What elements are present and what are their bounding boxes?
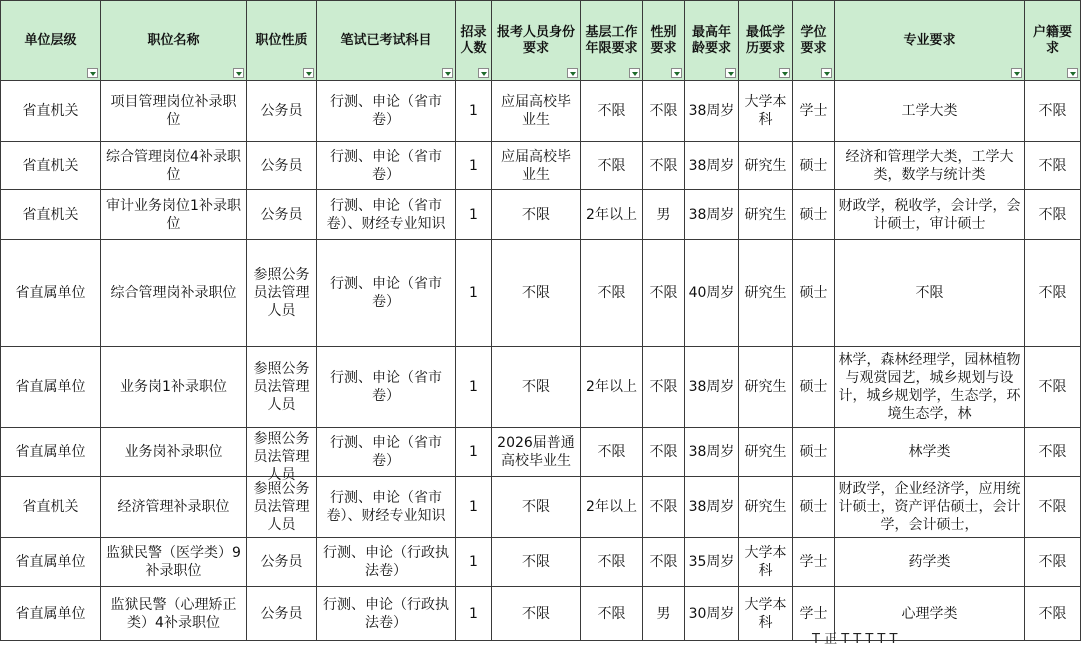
cell-text: 不限 bbox=[1038, 379, 1067, 395]
exam-subjects-cell[interactable] bbox=[317, 347, 456, 428]
gender-cell[interactable] bbox=[643, 428, 685, 477]
header-applicant-identity bbox=[492, 1, 581, 81]
grassroots-years-cell[interactable] bbox=[581, 587, 643, 641]
gender-cell[interactable] bbox=[643, 190, 685, 240]
cell-text: 不限 bbox=[649, 379, 678, 395]
header-degree bbox=[793, 1, 835, 81]
header-label: 单位层级 bbox=[24, 32, 77, 48]
header-label: 学位要求 bbox=[800, 24, 827, 56]
cell-text: 38周岁 bbox=[688, 444, 735, 460]
cell-text: 公务员 bbox=[260, 103, 303, 119]
cell-text: 药学类 bbox=[908, 554, 951, 570]
table-row bbox=[1, 538, 1081, 587]
cell-text: 1 bbox=[469, 206, 478, 223]
cell-text: 行测、申论（省市卷）、财经专业知识 bbox=[326, 197, 446, 232]
table-row bbox=[1, 142, 1081, 190]
header-position-name bbox=[101, 1, 247, 81]
filter-dropdown-icon[interactable] bbox=[671, 68, 682, 78]
exam-subjects-cell[interactable] bbox=[317, 240, 456, 347]
header-label: 性别要求 bbox=[650, 24, 677, 56]
recruit-count-cell[interactable] bbox=[456, 142, 492, 190]
applicant-identity-cell[interactable] bbox=[492, 477, 581, 538]
applicant-identity-cell[interactable] bbox=[492, 347, 581, 428]
cell-text: 省直属单位 bbox=[15, 379, 86, 395]
major-cell[interactable] bbox=[835, 190, 1025, 240]
degree-cell[interactable] bbox=[793, 190, 835, 240]
cell-text: 省直机关 bbox=[22, 499, 79, 515]
cell-text: 学士 bbox=[799, 554, 828, 570]
max-age-cell[interactable] bbox=[685, 587, 739, 641]
household-cell[interactable] bbox=[1025, 240, 1081, 347]
position-nature-cell[interactable] bbox=[247, 81, 317, 142]
filter-dropdown-icon[interactable] bbox=[87, 68, 98, 78]
cell-text: 学士 bbox=[799, 605, 828, 622]
cell-text: 业务岗1补录职位 bbox=[120, 379, 227, 395]
cell-text: 男 bbox=[656, 206, 671, 223]
header-label: 报考人员身份要求 bbox=[496, 24, 575, 56]
major-cell[interactable] bbox=[835, 477, 1025, 538]
cell-text: 硕士 bbox=[799, 379, 828, 395]
recruit-count-cell[interactable] bbox=[456, 428, 492, 477]
degree-cell[interactable] bbox=[793, 81, 835, 142]
filter-dropdown-icon[interactable] bbox=[303, 68, 314, 78]
cell-text: 公务员 bbox=[260, 554, 303, 570]
cell-text: 2年以上 bbox=[586, 206, 637, 223]
applicant-identity-cell[interactable] bbox=[492, 428, 581, 477]
applicant-identity-cell[interactable] bbox=[492, 538, 581, 587]
cell-text: 不限 bbox=[649, 444, 678, 460]
cell-text: 不限 bbox=[1038, 285, 1067, 301]
max-age-cell[interactable] bbox=[685, 477, 739, 538]
household-cell[interactable] bbox=[1025, 190, 1081, 240]
position-name-cell[interactable] bbox=[101, 428, 247, 477]
cell-text: 不限 bbox=[1038, 206, 1067, 223]
header-label: 最低学历要求 bbox=[745, 24, 785, 56]
cell-text: 财政学，企业经济学，应用统计硕士，资产评估硕士，会计学，会计硕士， bbox=[838, 481, 1021, 533]
cell-text: 研究生 bbox=[744, 444, 787, 460]
cell-text: 硕士 bbox=[799, 499, 828, 515]
cell-text: 省直属单位 bbox=[15, 605, 86, 622]
position-name-cell[interactable] bbox=[101, 81, 247, 142]
major-cell[interactable] bbox=[835, 428, 1025, 477]
cell-text: 38周岁 bbox=[688, 379, 735, 395]
cell-text: 不限 bbox=[597, 157, 626, 174]
table-row bbox=[1, 190, 1081, 240]
cell-text: 不限 bbox=[522, 379, 550, 395]
cell-text: 综合管理岗补录职位 bbox=[110, 285, 237, 301]
cell-text: 不限 bbox=[649, 103, 678, 119]
cell-text: 35周岁 bbox=[688, 554, 735, 570]
cell-text: 监狱民警（心理矫正类）4补录职位 bbox=[110, 596, 237, 631]
cell-text: 不限 bbox=[522, 499, 550, 515]
cell-text: 公务员 bbox=[260, 206, 303, 223]
cell-text: 不限 bbox=[597, 285, 626, 301]
grassroots-years-cell[interactable] bbox=[581, 477, 643, 538]
gender-cell[interactable] bbox=[643, 81, 685, 142]
exam-subjects-cell[interactable] bbox=[317, 81, 456, 142]
table-row bbox=[1, 347, 1081, 428]
cell-text: 应届高校毕业生 bbox=[501, 94, 571, 128]
cell-text: 行测、申论（省市卷） bbox=[330, 148, 442, 183]
exam-subjects-cell[interactable] bbox=[317, 190, 456, 240]
major-cell[interactable] bbox=[835, 81, 1025, 142]
cell-text: 大学本科 bbox=[744, 94, 787, 128]
cell-text: 男 bbox=[656, 605, 671, 622]
recruit-count-cell[interactable] bbox=[456, 538, 492, 587]
position-name-cell[interactable] bbox=[101, 477, 247, 538]
filter-dropdown-icon[interactable] bbox=[725, 68, 736, 78]
min-education-cell[interactable] bbox=[739, 538, 793, 587]
cell-text: 2026届普通高校毕业生 bbox=[497, 435, 575, 469]
cell-text: 不限 bbox=[522, 285, 550, 301]
cell-text: 30周岁 bbox=[688, 605, 735, 622]
degree-cell[interactable] bbox=[793, 477, 835, 538]
cell-text: 省直机关 bbox=[22, 157, 79, 174]
cell-text: 不限 bbox=[597, 103, 626, 119]
major-cell[interactable] bbox=[835, 240, 1025, 347]
applicant-identity-cell[interactable] bbox=[492, 190, 581, 240]
position-nature-cell[interactable] bbox=[247, 538, 317, 587]
gender-cell[interactable] bbox=[643, 347, 685, 428]
gender-cell[interactable] bbox=[643, 587, 685, 641]
cell-text: 省直属单位 bbox=[15, 285, 86, 301]
household-cell[interactable] bbox=[1025, 428, 1081, 477]
cell-text: 研究生 bbox=[744, 499, 787, 515]
unit-level-cell[interactable] bbox=[1, 190, 101, 240]
household-cell[interactable] bbox=[1025, 477, 1081, 538]
cell-text: 行测、申论（行政执法卷） bbox=[323, 596, 449, 631]
applicant-identity-cell[interactable] bbox=[492, 240, 581, 347]
cell-text: 硕士 bbox=[799, 285, 828, 301]
max-age-cell[interactable] bbox=[685, 240, 739, 347]
cell-text: 1 bbox=[469, 103, 478, 119]
cell-text: 大学本科 bbox=[744, 545, 787, 579]
cell-text: 研究生 bbox=[744, 206, 787, 223]
exam-subjects-cell[interactable] bbox=[317, 477, 456, 538]
header-label: 职位性质 bbox=[255, 32, 308, 48]
degree-cell[interactable] bbox=[793, 538, 835, 587]
cell-text: 38周岁 bbox=[688, 103, 735, 119]
min-education-cell[interactable] bbox=[739, 142, 793, 190]
cell-text: 不限 bbox=[597, 444, 626, 460]
cell-text: 综合管理岗位4补录职位 bbox=[106, 148, 241, 183]
exam-subjects-cell[interactable] bbox=[317, 142, 456, 190]
cell-text: 38周岁 bbox=[688, 206, 735, 223]
cell-text: 不限 bbox=[1038, 157, 1067, 174]
unit-level-cell[interactable] bbox=[1, 538, 101, 587]
cell-text: 1 bbox=[469, 379, 478, 395]
filter-dropdown-icon[interactable] bbox=[1011, 68, 1022, 78]
header-exam-subjects bbox=[317, 1, 456, 81]
cell-text: 不限 bbox=[1038, 499, 1067, 515]
grassroots-years-cell[interactable] bbox=[581, 240, 643, 347]
unit-level-cell[interactable] bbox=[1, 587, 101, 641]
position-name-cell[interactable] bbox=[101, 190, 247, 240]
degree-cell[interactable] bbox=[793, 347, 835, 428]
header-position-nature bbox=[247, 1, 317, 81]
header-label: 招录人数 bbox=[460, 24, 487, 56]
position-nature-cell[interactable] bbox=[247, 190, 317, 240]
household-cell[interactable] bbox=[1025, 142, 1081, 190]
cell-text: 不限 bbox=[649, 285, 678, 301]
header-label: 职位名称 bbox=[147, 32, 200, 48]
cell-text: 财政学，税收学，会计学，会计硕士，审计硕士 bbox=[838, 197, 1021, 232]
grassroots-years-cell[interactable] bbox=[581, 190, 643, 240]
filter-dropdown-icon[interactable] bbox=[478, 68, 489, 78]
gender-cell[interactable] bbox=[643, 538, 685, 587]
header-gender bbox=[643, 1, 685, 81]
cell-text: 1 bbox=[469, 285, 478, 301]
cell-text: 学士 bbox=[799, 103, 828, 119]
cell-text: 不限 bbox=[915, 285, 944, 301]
recruit-count-cell[interactable] bbox=[456, 240, 492, 347]
unit-level-cell[interactable] bbox=[1, 142, 101, 190]
cell-text: 不限 bbox=[649, 157, 678, 174]
exam-subjects-cell[interactable] bbox=[317, 538, 456, 587]
cell-text: 大学本科 bbox=[744, 596, 787, 631]
cell-text: 行测、申论（省市卷） bbox=[330, 370, 442, 404]
recruit-count-cell[interactable] bbox=[456, 587, 492, 641]
header-major bbox=[835, 1, 1025, 81]
grassroots-years-cell[interactable] bbox=[581, 347, 643, 428]
cell-text: 参照公务员法管理人员 bbox=[253, 430, 310, 483]
cell-text: 不限 bbox=[597, 605, 626, 622]
gender-cell[interactable] bbox=[643, 142, 685, 190]
cell-text: 工学大类 bbox=[901, 103, 958, 119]
cell-text: 经济管理补录职位 bbox=[117, 499, 230, 515]
cell-text: 参照公务员法管理人员 bbox=[253, 481, 310, 533]
table-row bbox=[1, 477, 1081, 538]
cell-text: 研究生 bbox=[744, 379, 787, 395]
position-name-cell[interactable] bbox=[101, 142, 247, 190]
table-row bbox=[1, 240, 1081, 347]
position-nature-cell[interactable] bbox=[247, 240, 317, 347]
filter-dropdown-icon[interactable] bbox=[821, 68, 832, 78]
max-age-cell[interactable] bbox=[685, 538, 739, 587]
exam-subjects-cell[interactable] bbox=[317, 587, 456, 641]
gender-cell[interactable] bbox=[643, 240, 685, 347]
max-age-cell[interactable] bbox=[685, 190, 739, 240]
header-recruit-count bbox=[456, 1, 492, 81]
position-name-cell[interactable] bbox=[101, 347, 247, 428]
header-label: 专业要求 bbox=[903, 32, 956, 48]
cell-text: 不限 bbox=[1038, 605, 1067, 622]
cell-text: 公务员 bbox=[260, 605, 303, 622]
cell-text: 行测、申论（省市卷） bbox=[330, 276, 442, 310]
filter-dropdown-icon[interactable] bbox=[442, 68, 453, 78]
max-age-cell[interactable] bbox=[685, 81, 739, 142]
household-cell[interactable] bbox=[1025, 538, 1081, 587]
cell-text: 2年以上 bbox=[586, 499, 637, 515]
cell-text: 经济和管理学大类，工学大类，数学与统计类 bbox=[845, 148, 1014, 183]
cell-text: 不限 bbox=[1038, 103, 1067, 119]
major-cell[interactable] bbox=[835, 142, 1025, 190]
recruit-count-cell[interactable] bbox=[456, 190, 492, 240]
major-cell[interactable] bbox=[835, 538, 1025, 587]
household-cell[interactable] bbox=[1025, 347, 1081, 428]
filter-dropdown-icon[interactable] bbox=[567, 68, 578, 78]
grassroots-years-cell[interactable] bbox=[581, 538, 643, 587]
cell-text: 心理学类 bbox=[901, 605, 958, 622]
unit-level-cell[interactable] bbox=[1, 240, 101, 347]
spill-text: T 正 T T T T T bbox=[812, 632, 898, 647]
filter-dropdown-icon[interactable] bbox=[629, 68, 640, 78]
cell-text: 不限 bbox=[649, 554, 678, 570]
position-name-cell[interactable] bbox=[101, 240, 247, 347]
max-age-cell[interactable] bbox=[685, 428, 739, 477]
applicant-identity-cell[interactable] bbox=[492, 142, 581, 190]
header-unit-level bbox=[1, 1, 101, 81]
cell-text: 审计业务岗位1补录职位 bbox=[106, 197, 241, 232]
position-nature-cell[interactable] bbox=[247, 477, 317, 538]
cell-text: 林学类 bbox=[908, 444, 951, 460]
position-nature-cell[interactable] bbox=[247, 142, 317, 190]
unit-level-cell[interactable] bbox=[1, 81, 101, 142]
grassroots-years-cell[interactable] bbox=[581, 428, 643, 477]
table-row bbox=[1, 81, 1081, 142]
cell-text: 行测、申论（行政执法卷） bbox=[323, 545, 449, 579]
cell-text: 研究生 bbox=[744, 157, 787, 174]
cell-text: 参照公务员法管理人员 bbox=[253, 361, 310, 413]
gender-cell[interactable] bbox=[643, 477, 685, 538]
min-education-cell[interactable] bbox=[739, 428, 793, 477]
cell-text: 省直属单位 bbox=[15, 444, 86, 460]
cell-text: 不限 bbox=[597, 554, 626, 570]
min-education-cell[interactable] bbox=[739, 477, 793, 538]
filter-dropdown-icon[interactable] bbox=[1067, 68, 1078, 78]
applicant-identity-cell[interactable] bbox=[492, 587, 581, 641]
header-label: 最高年龄要求 bbox=[691, 24, 731, 56]
recruit-count-cell[interactable] bbox=[456, 477, 492, 538]
cell-text: 参照公务员法管理人员 bbox=[253, 267, 310, 319]
cell-text: 1 bbox=[469, 605, 478, 622]
min-education-cell[interactable] bbox=[739, 347, 793, 428]
cell-text: 不限 bbox=[522, 206, 550, 223]
max-age-cell[interactable] bbox=[685, 347, 739, 428]
cell-text: 监狱民警（医学类）9补录职位 bbox=[106, 545, 241, 579]
degree-cell[interactable] bbox=[793, 142, 835, 190]
filter-dropdown-icon[interactable] bbox=[779, 68, 790, 78]
cell-text: 行测、申论（省市卷） bbox=[330, 435, 442, 469]
header-label: 户籍要求 bbox=[1032, 24, 1072, 56]
cell-text: 1 bbox=[469, 444, 478, 460]
cell-text: 省直机关 bbox=[22, 206, 79, 223]
cell-text: 38周岁 bbox=[688, 157, 735, 174]
cell-text: 应届高校毕业生 bbox=[501, 148, 571, 183]
cell-text: 行测、申论（省市卷） bbox=[330, 94, 442, 128]
position-nature-cell[interactable] bbox=[247, 347, 317, 428]
cell-text: 不限 bbox=[1038, 554, 1067, 570]
cell-text: 省直属单位 bbox=[15, 554, 86, 570]
position-name-cell[interactable] bbox=[101, 587, 247, 641]
exam-subjects-cell[interactable] bbox=[317, 428, 456, 477]
degree-cell[interactable] bbox=[793, 240, 835, 347]
cell-text: 不限 bbox=[649, 499, 678, 515]
cell-text: 省直机关 bbox=[22, 103, 79, 119]
max-age-cell[interactable] bbox=[685, 142, 739, 190]
unit-level-cell[interactable] bbox=[1, 428, 101, 477]
unit-level-cell[interactable] bbox=[1, 477, 101, 538]
major-cell[interactable] bbox=[835, 347, 1025, 428]
cell-text: 业务岗补录职位 bbox=[124, 444, 223, 460]
cell-text: 林学，森林经理学，园林植物与观赏园艺，城乡规划与设计，城乡规划学，生态学，环境生态学，林 bbox=[838, 352, 1021, 422]
household-cell[interactable] bbox=[1025, 81, 1081, 142]
header-household bbox=[1025, 1, 1081, 81]
min-education-cell[interactable] bbox=[739, 190, 793, 240]
recruit-count-cell[interactable] bbox=[456, 347, 492, 428]
min-education-cell[interactable] bbox=[739, 81, 793, 142]
position-nature-cell[interactable] bbox=[247, 428, 317, 483]
header-max-age bbox=[685, 1, 739, 81]
cell-text: 硕士 bbox=[799, 206, 828, 223]
cell-text: 研究生 bbox=[744, 285, 787, 301]
position-name-cell[interactable] bbox=[101, 538, 247, 587]
cell-text: 项目管理岗位补录职位 bbox=[110, 94, 237, 128]
cell-text: 1 bbox=[469, 499, 478, 515]
cell-text: 不限 bbox=[1038, 444, 1067, 460]
position-nature-cell[interactable] bbox=[247, 587, 317, 641]
grassroots-years-cell[interactable] bbox=[581, 142, 643, 190]
table-row bbox=[1, 428, 1081, 477]
degree-cell[interactable] bbox=[793, 428, 835, 477]
cell-text: 2年以上 bbox=[586, 379, 637, 395]
cell-text: 硕士 bbox=[799, 444, 828, 460]
cell-text: 不限 bbox=[522, 605, 550, 622]
cell-text: 不限 bbox=[522, 554, 550, 570]
recruit-count-cell[interactable] bbox=[456, 81, 492, 142]
header-label: 笔试已考试科目 bbox=[340, 32, 432, 48]
grassroots-years-cell[interactable] bbox=[581, 81, 643, 142]
cell-text: 40周岁 bbox=[688, 285, 735, 301]
header-row bbox=[1, 1, 1081, 81]
header-label: 基层工作年限要求 bbox=[585, 24, 638, 56]
min-education-cell[interactable] bbox=[739, 240, 793, 347]
cell-text: 38周岁 bbox=[688, 499, 735, 515]
applicant-identity-cell[interactable] bbox=[492, 81, 581, 142]
unit-level-cell[interactable] bbox=[1, 347, 101, 428]
cell-text: 行测、申论（省市卷）、财经专业知识 bbox=[326, 490, 446, 524]
cell-text: 硕士 bbox=[799, 157, 828, 174]
header-grassroots-years bbox=[581, 1, 643, 81]
cell-text: 1 bbox=[469, 157, 478, 174]
cell-text: 1 bbox=[469, 554, 478, 570]
cell-text: 公务员 bbox=[260, 157, 303, 174]
filter-dropdown-icon[interactable] bbox=[233, 68, 244, 78]
header-min-education bbox=[739, 1, 793, 81]
min-education-cell[interactable] bbox=[739, 587, 793, 641]
